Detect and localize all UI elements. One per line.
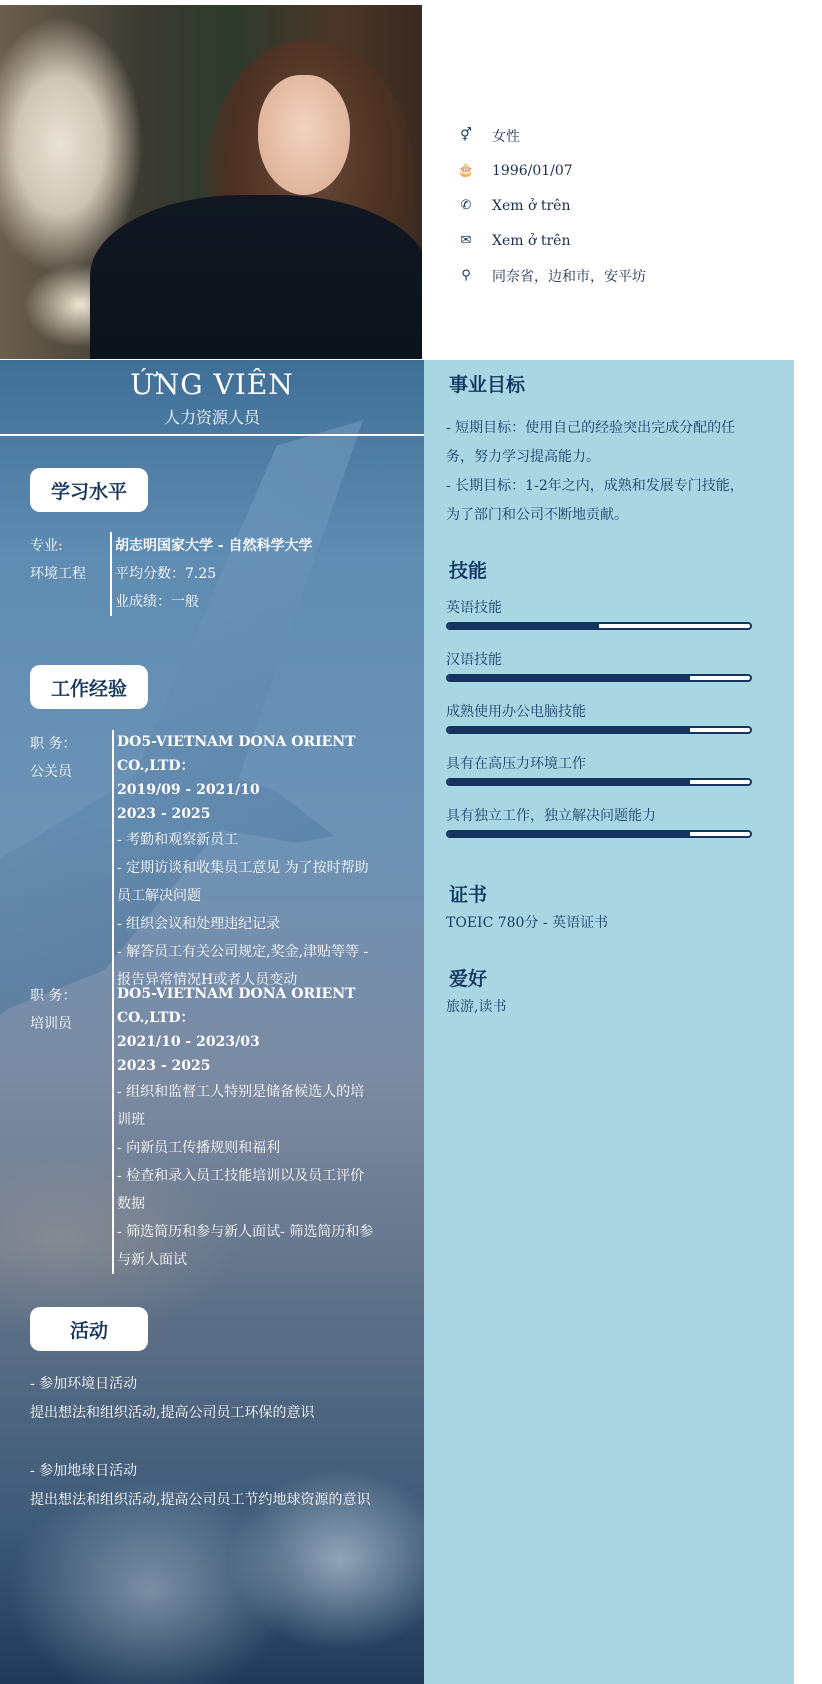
mail-icon: ✉ bbox=[460, 233, 472, 248]
job-2-label-1: 职 务： bbox=[30, 988, 77, 1004]
skill-label: 具有独立工作，独立解决问题能力 bbox=[446, 808, 656, 824]
gender-text: 女性 bbox=[492, 128, 520, 145]
job-1-duty: - 定期访谈和收集员工意见 为了按时帮助员工解决问题 bbox=[117, 860, 369, 904]
job-2-period: 2021/10 - 2023/03 bbox=[117, 1034, 260, 1050]
skill-label: 汉语技能 bbox=[446, 652, 502, 668]
contact-phone bbox=[450, 188, 646, 223]
education-label-1: 专业: bbox=[30, 538, 63, 554]
skill-bar-fill bbox=[448, 780, 690, 784]
activity-2-title: - 参加地球日活动 bbox=[30, 1463, 138, 1479]
contact-address bbox=[450, 258, 646, 293]
left-column bbox=[0, 360, 424, 1684]
location-pin-icon: ⚲ bbox=[461, 268, 471, 283]
candidate-photo bbox=[0, 5, 422, 359]
experience-heading: 工作经验 bbox=[30, 665, 148, 709]
skill-bar-fill bbox=[448, 676, 690, 680]
education-heading: 学习水平 bbox=[30, 468, 148, 512]
job-1-label-1: 职 务： bbox=[30, 736, 77, 752]
job-1-label bbox=[30, 730, 112, 994]
job-1-label-2: 公关员 bbox=[30, 764, 72, 780]
education-grade: 业成绩：一般 bbox=[115, 594, 199, 610]
skill-bar bbox=[446, 726, 752, 734]
birthday-text: 1996/01/07 bbox=[492, 162, 573, 179]
contact-info bbox=[450, 118, 646, 293]
skill-label: 具有在高压力环境工作 bbox=[446, 756, 586, 772]
job-2 bbox=[30, 982, 374, 1274]
skill-item bbox=[446, 650, 752, 682]
name-divider bbox=[0, 434, 424, 436]
certificates-text: TOEIC 780分 - 英语证书 bbox=[446, 915, 609, 931]
job-1 bbox=[30, 730, 374, 994]
job-2-period-2: 2023 - 2025 bbox=[117, 1058, 211, 1074]
education-block bbox=[30, 532, 370, 616]
job-2-label-2: 培训员 bbox=[30, 1016, 72, 1032]
job-1-duty: - 考勤和观察新员工 bbox=[117, 832, 239, 848]
job-1-duty: - 解答员工有关公司规定,奖金,津贴等等 - 报告异常情况H或者人员变动 bbox=[117, 944, 369, 988]
activity-1-title: - 参加环境日活动 bbox=[30, 1376, 138, 1392]
gender-icon: ⚥ bbox=[460, 128, 472, 143]
activity-1-desc: 提出想法和组织活动,提高公司员工环保的意识 bbox=[30, 1405, 315, 1421]
contact-gender bbox=[450, 118, 646, 153]
job-1-period: 2019/09 - 2021/10 bbox=[117, 782, 260, 798]
skill-item bbox=[446, 806, 752, 838]
skills-heading: 技能 bbox=[449, 560, 488, 582]
job-2-duty: - 向新员工传播规则和福利 bbox=[117, 1140, 281, 1156]
skill-bar bbox=[446, 622, 752, 630]
job-1-company: DO5-VIETNAM DONA ORIENT CO.,LTD： bbox=[117, 734, 356, 774]
job-1-content bbox=[112, 730, 374, 994]
skill-label: 英语技能 bbox=[446, 600, 502, 616]
education-content bbox=[110, 532, 370, 616]
contact-birthday bbox=[450, 153, 646, 188]
activity-1 bbox=[30, 1370, 380, 1428]
photo-face bbox=[258, 75, 350, 195]
education-gpa: 平均分数：7.25 bbox=[115, 566, 217, 582]
right-column bbox=[424, 360, 794, 1684]
phone-icon: ✆ bbox=[460, 198, 472, 213]
skill-bar-fill bbox=[448, 832, 690, 836]
job-1-period-2: 2023 - 2025 bbox=[117, 806, 211, 822]
candidate-title: 人力资源人员 bbox=[163, 408, 260, 427]
job-2-duty: - 筛选简历和参与新人面试- 筛选简历和参与新人面试 bbox=[117, 1224, 374, 1268]
skill-item bbox=[446, 702, 752, 734]
skill-item bbox=[446, 598, 752, 630]
birthday-cake-icon: 🎂 bbox=[457, 163, 475, 178]
activities-heading: 活动 bbox=[30, 1307, 148, 1351]
objective-short: - 短期目标：使用自己的经验突出完成分配的任务，努力学习提高能力。 bbox=[446, 420, 736, 465]
job-2-duty: - 组织和监督工人特别是储备候选人的培训班 bbox=[117, 1084, 365, 1128]
hobbies-heading: 爱好 bbox=[449, 968, 488, 990]
photo-body bbox=[90, 195, 422, 359]
email-text: Xem ở trên bbox=[492, 232, 571, 249]
skill-bar bbox=[446, 830, 752, 838]
skill-bar bbox=[446, 778, 752, 786]
hobbies-text: 旅游,读书 bbox=[446, 999, 507, 1015]
education-school: 胡志明国家大学 - 自然科学大学 bbox=[115, 538, 313, 554]
job-2-duty: - 检查和录入员工技能培训以及员工评价数据 bbox=[117, 1168, 365, 1212]
job-1-duty: - 组织会议和处理违纪记录 bbox=[117, 916, 281, 932]
candidate-name: ỨNG VIÊN bbox=[130, 368, 294, 401]
education-label-2: 环境工程 bbox=[30, 566, 86, 582]
objective-heading: 事业目标 bbox=[449, 374, 526, 396]
skill-bar-fill bbox=[448, 624, 599, 628]
job-2-content bbox=[112, 982, 374, 1274]
skill-label: 成熟使用办公电脑技能 bbox=[446, 704, 586, 720]
job-2-label bbox=[30, 982, 112, 1274]
job-2-company: DO5-VIETNAM DONA ORIENT CO.,LTD： bbox=[117, 986, 356, 1026]
name-area bbox=[0, 368, 424, 428]
contact-email bbox=[450, 223, 646, 258]
certificates-heading: 证书 bbox=[449, 884, 488, 906]
phone-text: Xem ở trên bbox=[492, 197, 571, 214]
skill-bar-fill bbox=[448, 728, 690, 732]
skill-item bbox=[446, 754, 752, 786]
address-text: 同奈省，边和市，安平坊 bbox=[492, 268, 646, 285]
objective-long: - 长期目标：1-2年之内，成熟和发展专门技能，为了部门和公司不断地贡献。 bbox=[446, 478, 744, 523]
activity-2-desc: 提出想法和组织活动,提高公司员工节约地球资源的意识 bbox=[30, 1492, 371, 1508]
activity-2 bbox=[30, 1457, 380, 1515]
skill-bar bbox=[446, 674, 752, 682]
education-label bbox=[30, 532, 110, 616]
